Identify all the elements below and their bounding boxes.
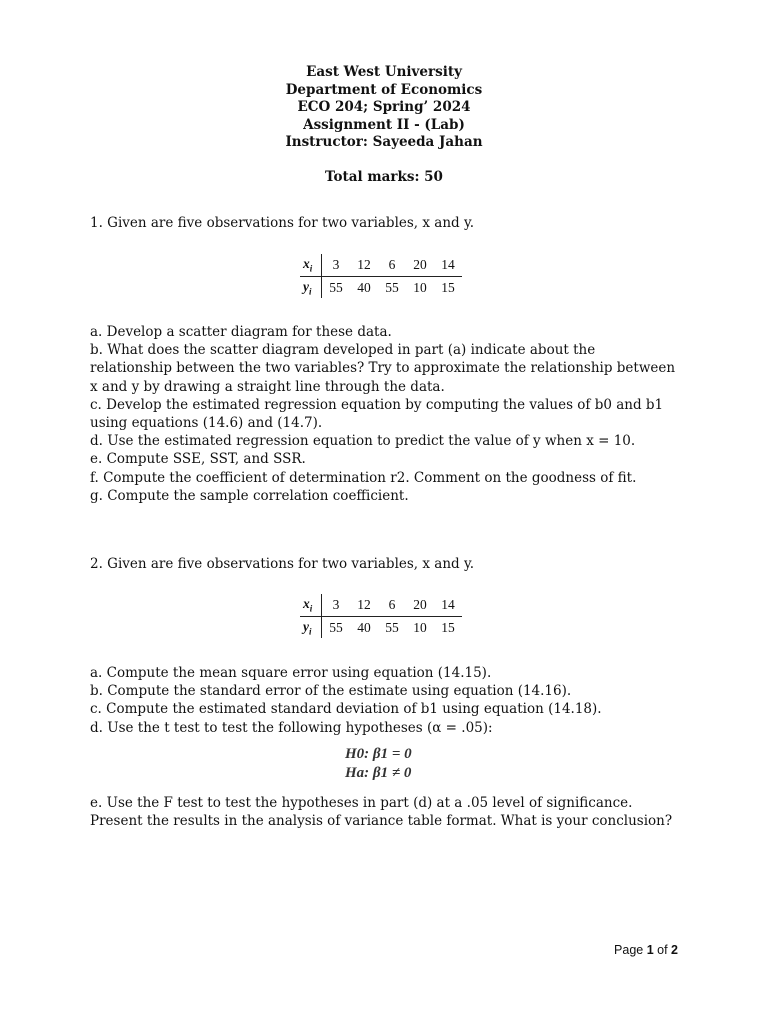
table-row: [300, 616, 462, 638]
page-current: 1: [646, 943, 654, 957]
hypotheses: [345, 745, 412, 783]
y-label: $y_i$: [300, 616, 322, 638]
table-row: [300, 276, 462, 298]
question-1-title-block: [90, 214, 680, 232]
course-line: ECO 204; Spring’ 2024: [297, 99, 471, 115]
page-number: [614, 943, 678, 957]
total-marks: Total marks: 50: [325, 168, 443, 185]
null-hypothesis: H0: β1 = 0: [345, 746, 412, 762]
q1-part-f: f. Compute the coefficient of determination r2. Comment on the goodness of fit.: [90, 469, 637, 486]
question-2-title: 2. Given are five observations for two variables, x and y.: [90, 556, 475, 572]
q1-part-g: g. Compute the sample correlation coefficient.: [90, 487, 409, 504]
table-cell: 55: [329, 619, 343, 635]
page-total: 2: [671, 943, 678, 957]
department-name: Department of Economics: [285, 81, 483, 98]
table-cell: 10: [413, 279, 427, 295]
q1-observations-table: [300, 254, 462, 298]
table-cell: 14: [434, 254, 462, 276]
table-cell: 15: [441, 279, 455, 295]
q1-part-d: d. Use the estimated regression equation to predict the value of y when x = 10.: [90, 433, 636, 450]
table-cell: 14: [434, 594, 462, 616]
x-label: $x_i$: [300, 254, 322, 276]
alternative-hypothesis: Ha: β1 ≠ 0: [345, 765, 412, 781]
document-header: [0, 64, 768, 186]
table-row: [300, 594, 462, 616]
q2-part-d: d. Use the t test to test the following hypotheses (α = .05):: [90, 719, 493, 736]
table-cell: 40: [357, 279, 371, 295]
page-prefix: Page: [614, 943, 647, 957]
table-row: [300, 254, 462, 276]
question-1-parts: [90, 323, 680, 505]
table-cell: 3: [322, 254, 351, 276]
q1-part-c: c. Develop the estimated regression equation by computing the values of b0 and b1 using equations (14.6) and (14.7).: [90, 396, 664, 432]
q2-part-e: e. Use the F test to test the hypotheses in part (d) at a .05 level of significance. Present the results in the analysis of variance table format. What is your conclusion?: [90, 795, 673, 830]
table-cell: 6: [378, 254, 406, 276]
q2-part-e-block: [90, 794, 680, 830]
q2-part-c: c. Compute the estimated standard deviation of b1 using equation (14.18).: [90, 701, 602, 718]
x-label: $x_i$: [300, 594, 322, 616]
q2-part-a: a. Compute the mean square error using equation (14.15).: [90, 665, 492, 681]
table-cell: 6: [378, 594, 406, 616]
table-cell: 20: [406, 594, 434, 616]
q1-part-e: e. Compute SSE, SST, and SSR.: [90, 451, 306, 468]
question-2-title-block: [90, 555, 680, 573]
assignment-title: Assignment II - (Lab): [303, 116, 465, 133]
table-cell: 10: [413, 619, 427, 635]
table-cell: 55: [385, 619, 399, 635]
q1-part-b: b. What does the scatter diagram developed in part (a) indicate about the relationship between the two variables? Try to approximate the relationship between x and y by drawing a straight line through the data.: [90, 342, 676, 395]
question-1-title: 1. Given are five observations for two variables, x and y.: [90, 215, 475, 231]
table-cell: 12: [350, 254, 378, 276]
page-of: of: [653, 943, 672, 957]
y-label: $y_i$: [300, 276, 322, 298]
university-name: East West University: [306, 64, 462, 80]
table-cell: 12: [350, 594, 378, 616]
q1-part-a: a. Develop a scatter diagram for these data.: [90, 324, 392, 340]
instructor-line: Instructor: Sayeeda Jahan: [285, 134, 483, 150]
question-2-parts: [90, 664, 680, 737]
table-cell: 55: [385, 279, 399, 295]
table-cell: 3: [322, 594, 351, 616]
table-cell: 20: [406, 254, 434, 276]
table-cell: 15: [441, 619, 455, 635]
table-cell: 40: [357, 619, 371, 635]
table-cell: 55: [329, 279, 343, 295]
q2-observations-table: [300, 594, 462, 638]
q2-part-b: b. Compute the standard error of the estimate using equation (14.16).: [90, 683, 572, 700]
